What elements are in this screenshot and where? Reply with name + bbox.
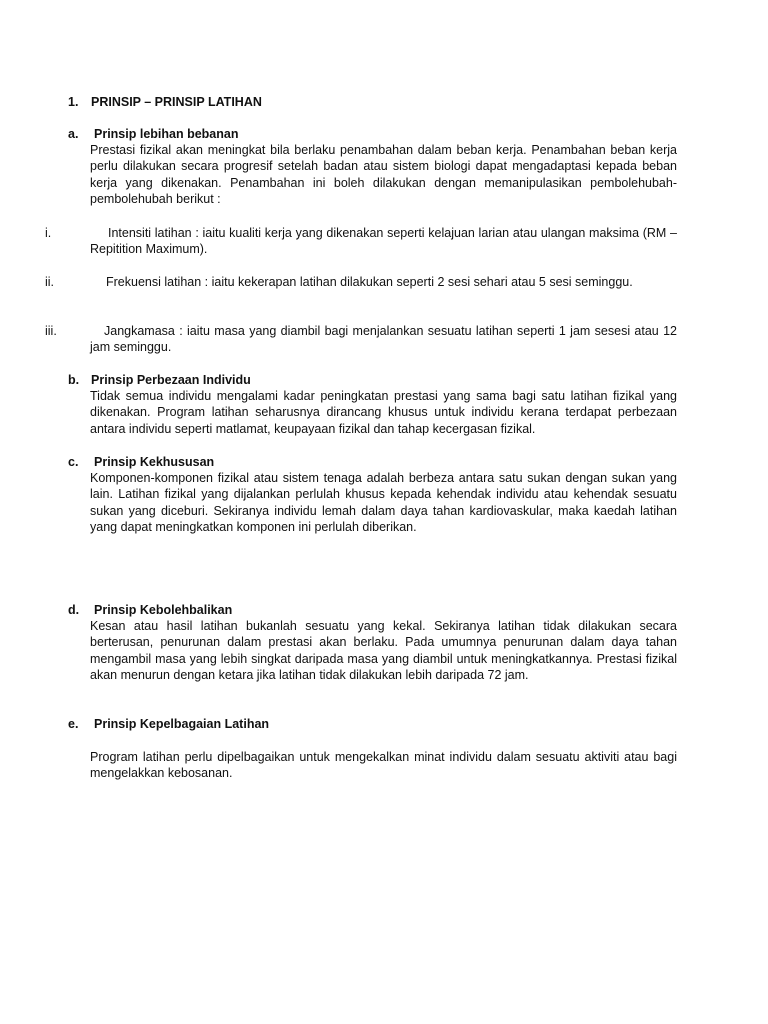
section-d-body: Kesan atau hasil latihan bukanlah sesuatu yang kekal. Sekiranya latihan tidak dilakukan secara berterusan, penurunan dalam prestasi akan berlaku. Pada umumnya penurunan dalam daya tahan mengambil masa yang lebih singkat daripada masa yang diambil untuk meningkatkannya. Prestasi fizikal akan menurun dengan ketara jika latihan tidak dilakukan lebih daripada 72 jam. [90,619,677,682]
section-title: Prinsip Kekhususan [94,455,215,469]
section-d-title [68,602,232,618]
section-c-title [68,454,214,470]
section-title: Prinsip Kepelbagaian Latihan [94,717,270,731]
section-letter: b. [68,373,80,387]
section-e-title [68,716,269,732]
section-c-body: Komponen-komponen fizikal atau sistem tenaga adalah berbeza antara satu sukan dengan sukan yang lain. Latihan fizikal yang dijalankan perlulah khusus kepada kehendak individu atau kehendak sesuatu sukan yang diceburi. Sekiranya individu lemah dalam daya tahan kardiovaskular, maka kaedah latihan yang dapat meningkatkan komponen ini perlulah diberikan. [90,471,677,534]
roman-numeral: i. [45,226,52,240]
section-title: Prinsip Perbezaan Individu [91,373,251,387]
section-letter: d. [68,603,80,617]
main-heading [68,94,262,110]
section-b-title [68,372,251,388]
section-title: Prinsip Kebolehbalikan [94,603,233,617]
section-letter: a. [68,127,79,141]
section-a-title [68,126,238,142]
section-letter: e. [68,717,79,731]
roman-numeral: iii. [45,324,57,338]
heading-title: PRINSIP – PRINSIP LATIHAN [91,95,262,109]
section-e-body: Program latihan perlu dipelbagaikan untuk mengekalkan minat individu dalam sesuatu aktiviti atau bagi mengelakkan kebosanan. [90,750,677,781]
section-title: Prinsip lebihan bebanan [94,127,239,141]
heading-number: 1. [68,95,79,109]
variable-text: Frekuensi latihan : iaitu kekerapan latihan dilakukan seperti 2 sesi sehari atau 5 sesi seminggu. [106,275,633,289]
section-a-body: Prestasi fizikal akan meningkat bila berlaku penambahan dalam beban kerja. Penambahan beban kerja perlu dilakukan secara progresif setelah badan atau sistem biologi dapat mengadaptasi kepada beban kerja yang dikenakan. Penambahan ini boleh dilakukan dengan memanipulasikan pembolehubah-pembolehubah berikut : [90,143,677,206]
section-letter: c. [68,455,79,469]
variable-text: Intensiti latihan : iaitu kualiti kerja yang dikenakan seperti kelajuan larian atau ulangan maksima (RM – Repitition Maximum). [90,226,677,257]
variable-text: Jangkamasa : iaitu masa yang diambil bagi menjalankan sesuatu latihan seperti 1 jam sesesi atau 12 jam seminggu. [90,324,677,355]
roman-numeral: ii. [45,275,55,289]
section-b-body: Tidak semua individu mengalami kadar peningkatan prestasi yang sama bagi satu latihan fizikal yang dikenakan. Program latihan seharusnya dirancang khusus untuk individu kerana terdapat perbezaan antara individu seperti matlamat, keupayaan fizikal dan tahap kecergasan fizikal. [90,389,677,436]
